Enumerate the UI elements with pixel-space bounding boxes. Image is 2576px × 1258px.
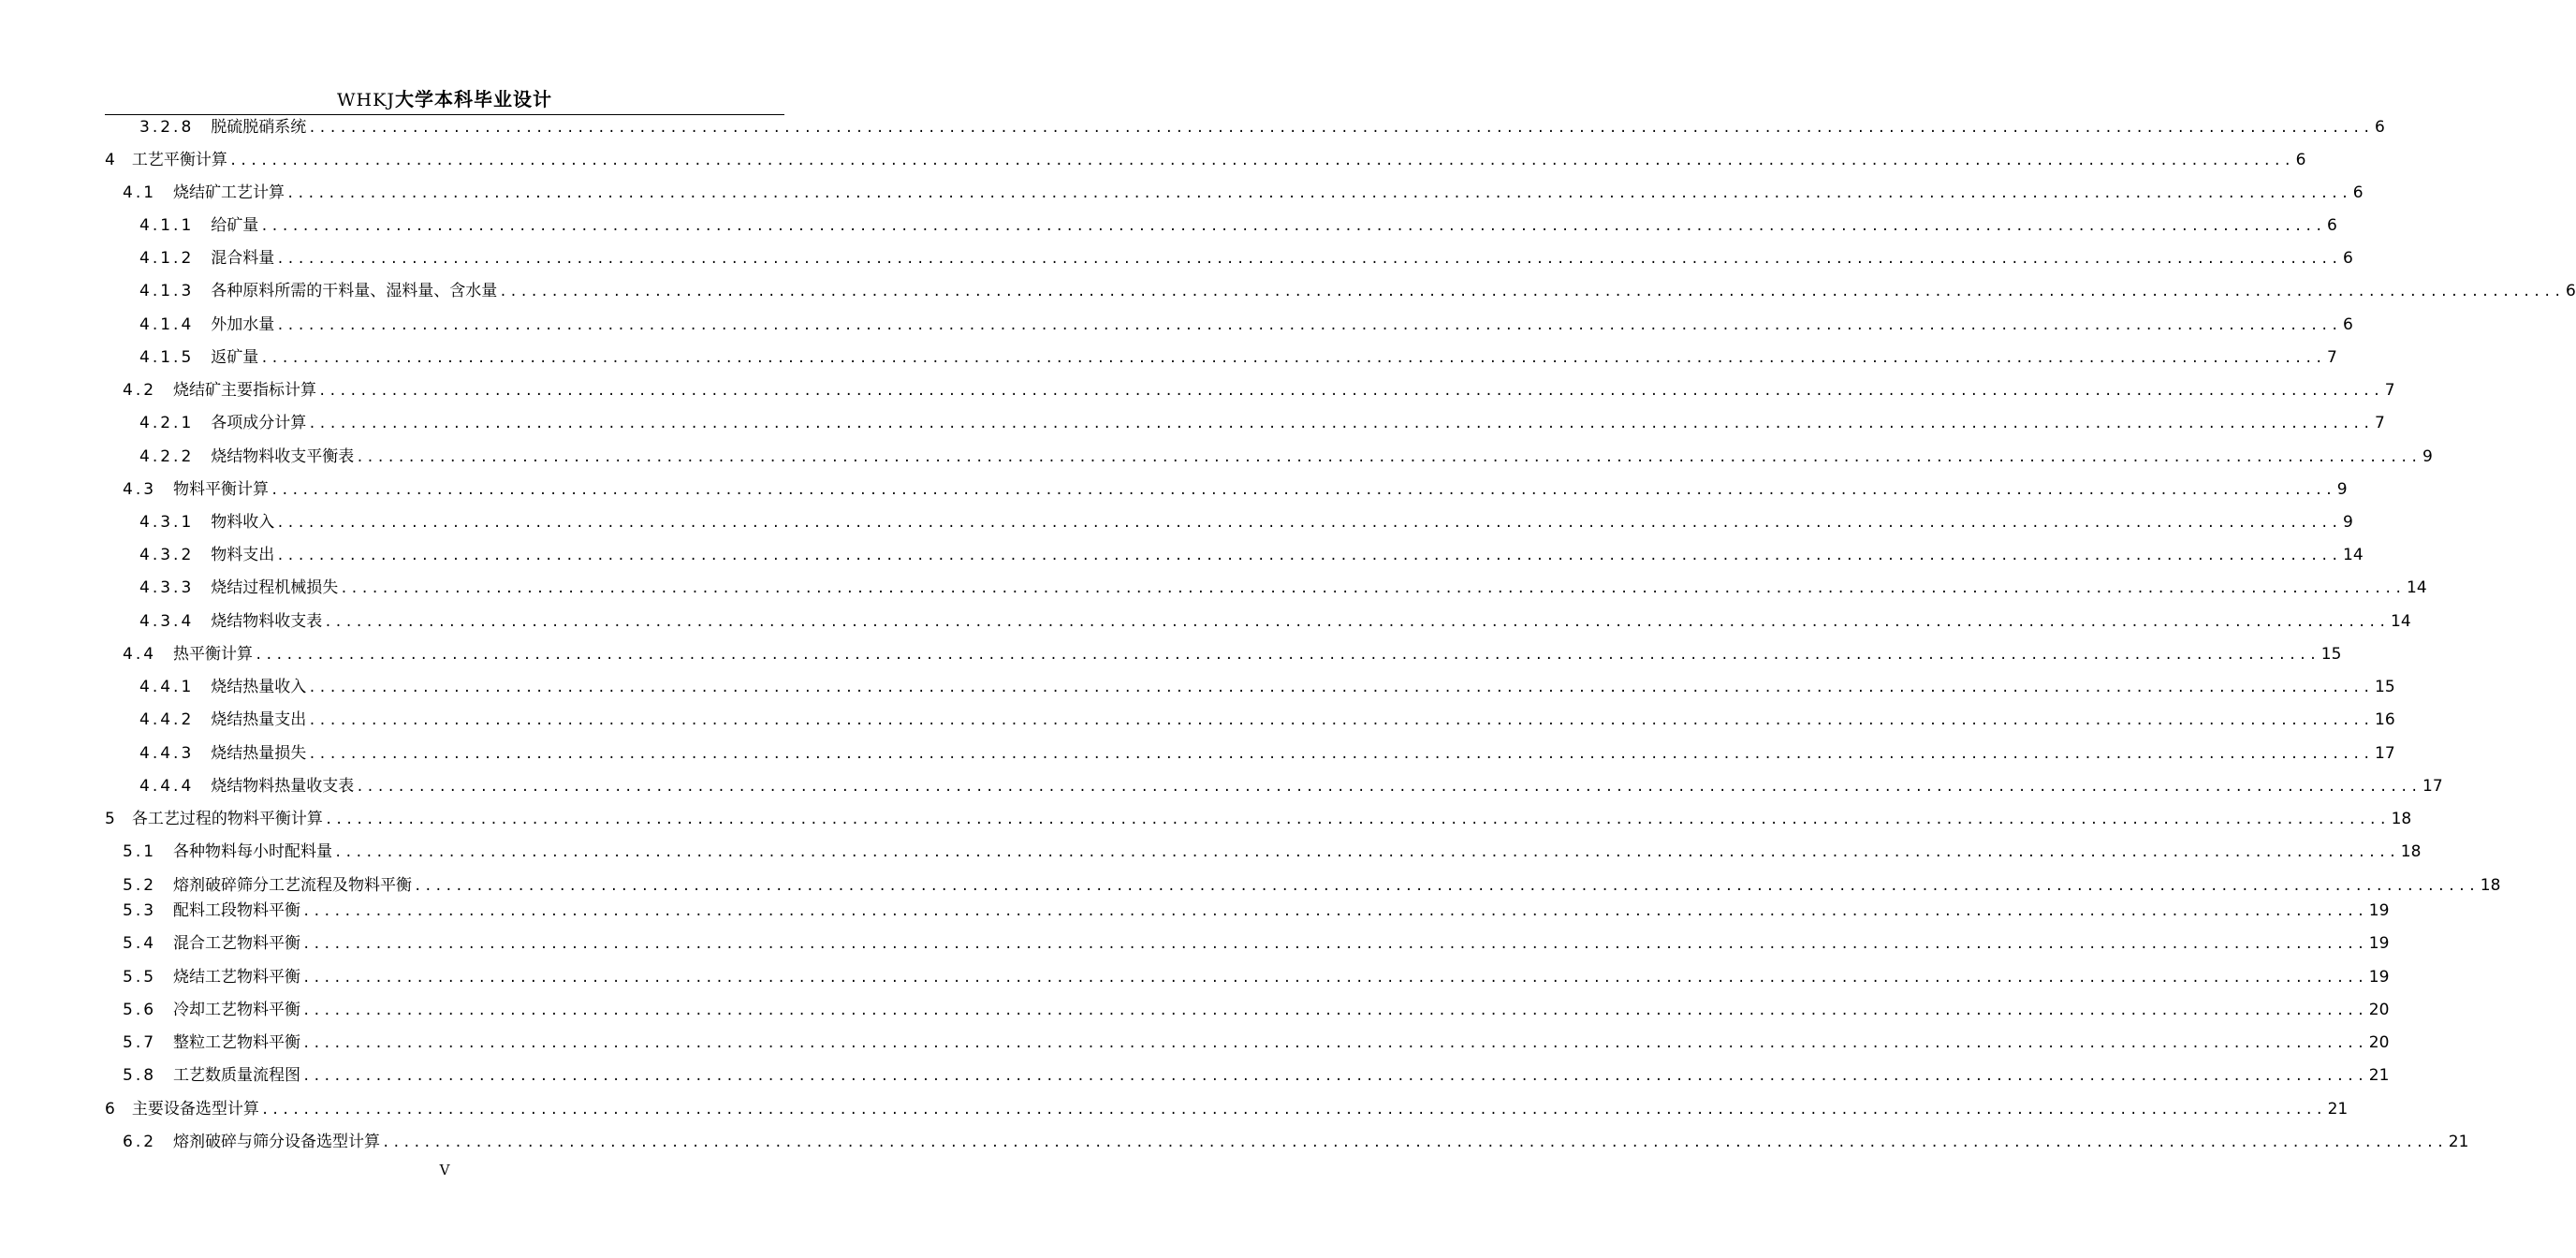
- toc-entry-title: 整粒工艺物料平衡: [173, 1033, 301, 1052]
- toc-entry[interactable]: [139, 214, 2337, 237]
- toc-entry-page: 19: [2368, 934, 2390, 953]
- toc-entry-page: 9: [2422, 447, 2433, 466]
- toc-dot-leader: ........................................................................................................................................................................................................: [334, 845, 2399, 860]
- toc-entry[interactable]: [123, 841, 2422, 863]
- toc-dot-leader: ........................................................................................................................................................................................................: [318, 384, 2383, 399]
- toc-dot-leader: ........................................................................................................................................................................................................: [308, 713, 2374, 728]
- toc-entry[interactable]: [123, 1031, 2390, 1054]
- toc-dot-leader: ........................................................................................................................................................................................................: [308, 417, 2374, 432]
- toc-entry-number: 4.1.4: [139, 315, 195, 334]
- toc-entry-title: 各工艺过程的物料平衡计算: [131, 810, 323, 828]
- toc-entry-title: 各项成分计算: [211, 414, 307, 432]
- toc-entry-number: 6.2: [123, 1133, 157, 1151]
- toc-entry-number: 4.1.5: [139, 348, 195, 367]
- toc-entry-page: 15: [2320, 645, 2342, 664]
- toc-entry-title: 烧结热量收入: [211, 678, 307, 696]
- toc-entry-title: 烧结物料收支表: [211, 612, 323, 631]
- toc-entry-number: 5.8: [123, 1066, 157, 1085]
- toc-entry-title: 各种原料所需的干料量、湿料量、含水量: [211, 282, 498, 300]
- toc-entry[interactable]: [139, 709, 2395, 731]
- toc-entry-title: 烧结物料收支平衡表: [211, 447, 355, 466]
- toc-entry-page: 15: [2375, 678, 2395, 696]
- toc-entry-page: 14: [2343, 546, 2364, 564]
- toc-dot-leader: ........................................................................................................................................................................................................: [356, 450, 2422, 465]
- toc-entry-title: 脱硫脱硝系统: [211, 118, 307, 137]
- toc-entry-title: 物料收入: [211, 513, 275, 532]
- toc-entry-page: 6: [2566, 282, 2576, 300]
- toc-entry[interactable]: [123, 900, 2390, 922]
- toc-entry-page: 16: [2375, 710, 2395, 729]
- toc-entry-page: 6: [2327, 216, 2337, 235]
- toc-entry[interactable]: [139, 577, 2427, 599]
- toc-entry-number: 4.2.2: [139, 447, 195, 466]
- toc-entry-page: 19: [2368, 901, 2390, 920]
- toc-entry[interactable]: [123, 874, 2501, 897]
- toc-entry-page: 20: [2368, 1033, 2390, 1052]
- toc-dot-leader: ........................................................................................................................................................................................................: [324, 615, 2390, 630]
- toc-entry-number: 4.1: [123, 183, 157, 202]
- toc-entry-page: 6: [2343, 249, 2353, 268]
- toc-entry-page: 17: [2422, 777, 2443, 796]
- toc-entry-number: 5.1: [123, 842, 157, 861]
- toc-entry-title: 配料工段物料平衡: [173, 901, 301, 920]
- toc-entry[interactable]: [123, 932, 2390, 955]
- toc-entry[interactable]: [123, 999, 2390, 1021]
- toc-entry[interactable]: [139, 446, 2433, 468]
- toc-entry-number: 5.7: [123, 1033, 157, 1052]
- toc-entry-page: 18: [2480, 876, 2501, 895]
- toc-entry-number: 5.3: [123, 901, 157, 920]
- toc-entry[interactable]: [123, 478, 2348, 501]
- toc-entry[interactable]: [123, 1131, 2469, 1153]
- toc-entry-number: 4.1.3: [139, 282, 195, 300]
- toc-entry-title: 混合工艺物料平衡: [173, 934, 301, 953]
- toc-dot-leader: ........................................................................................................................................................................................................: [276, 252, 2342, 267]
- toc-entry-page: 6: [2375, 118, 2385, 137]
- toc-entry-number: 4: [105, 151, 118, 169]
- toc-entry-number: 5.4: [123, 934, 157, 953]
- toc-entry[interactable]: [123, 643, 2342, 666]
- toc-dot-leader: ........................................................................................................................................................................................................: [499, 285, 2565, 300]
- toc-entry-title: 烧结矿工艺计算: [173, 183, 285, 202]
- toc-dot-leader: ........................................................................................................................................................................................................: [302, 971, 2367, 986]
- toc-entry-title: 烧结过程机械损失: [211, 578, 339, 597]
- toc-dot-leader: ........................................................................................................................................................................................................: [286, 186, 2351, 201]
- toc-entry[interactable]: [139, 511, 2353, 534]
- toc-dot-leader: ........................................................................................................................................................................................................: [302, 1036, 2367, 1051]
- toc-entry-number: 4.2: [123, 381, 157, 400]
- toc-entry[interactable]: [139, 610, 2411, 633]
- toc-entry[interactable]: [139, 346, 2337, 369]
- toc-dot-leader: ........................................................................................................................................................................................................: [356, 780, 2422, 795]
- toc-entry-title: 烧结热量损失: [211, 744, 307, 763]
- toc-entry-number: 5.5: [123, 968, 157, 987]
- toc-entry-title: 烧结矿主要指标计算: [173, 381, 317, 400]
- toc-entry[interactable]: [105, 1098, 2349, 1120]
- toc-entry[interactable]: [139, 742, 2395, 765]
- toc-entry[interactable]: [139, 544, 2364, 566]
- toc-entry-number: 4.3.3: [139, 578, 195, 597]
- toc-entry-page: 18: [2391, 810, 2412, 828]
- toc-entry-page: 14: [2391, 612, 2411, 631]
- toc-entry[interactable]: [139, 412, 2385, 434]
- toc-entry-number: 5.2: [123, 876, 157, 895]
- toc-entry[interactable]: [105, 149, 2306, 171]
- toc-entry-title: 烧结热量支出: [211, 710, 307, 729]
- toc-dot-leader: ........................................................................................................................................................................................................: [324, 812, 2390, 827]
- toc-entry[interactable]: [123, 182, 2364, 204]
- toc-entry-page: 6: [2352, 183, 2364, 202]
- toc-entry-number: 4.3.2: [139, 546, 195, 564]
- toc-entry-title: 混合料量: [211, 249, 275, 268]
- toc-entry-number: 4.3: [123, 480, 157, 499]
- toc-entry-number: 4.4.4: [139, 777, 195, 796]
- toc-entry-page: 21: [2327, 1100, 2349, 1119]
- toc-entry-number: 4.4: [123, 645, 157, 664]
- toc-entry-number: 6: [105, 1100, 118, 1119]
- toc-entry-number: 5: [105, 810, 118, 828]
- toc-dot-leader: ........................................................................................................................................................................................................: [308, 680, 2374, 695]
- toc-entry-title: 熔剂破碎筛分工艺流程及物料平衡: [173, 876, 413, 895]
- toc-dot-leader: ........................................................................................................................................................................................................: [382, 1135, 2447, 1150]
- toc-dot-leader: ........................................................................................................................................................................................................: [260, 219, 2326, 234]
- toc-entry-page: 14: [2407, 578, 2427, 597]
- toc-entry-title: 热平衡计算: [173, 645, 254, 664]
- toc-entry[interactable]: [139, 676, 2395, 698]
- toc-entry-number: 4.4.3: [139, 744, 195, 763]
- toc-entry[interactable]: [123, 379, 2395, 402]
- toc-entry-number: 4.2.1: [139, 414, 195, 432]
- toc-entry-title: 物料支出: [211, 546, 275, 564]
- toc-entry-number: 4.3.4: [139, 612, 195, 631]
- toc-dot-leader: ........................................................................................................................................................................................................: [260, 1103, 2326, 1118]
- toc-entry-title: 烧结工艺物料平衡: [173, 968, 301, 987]
- toc-entry[interactable]: [139, 116, 2385, 139]
- toc-entry-title: 烧结物料热量收支表: [211, 777, 355, 796]
- toc-dot-leader: ........................................................................................................................................................................................................: [302, 904, 2367, 919]
- toc-entry-number: 4.3.1: [139, 513, 195, 532]
- toc-entry-number: 3.2.8: [139, 118, 195, 137]
- toc-entry-page: 21: [2368, 1066, 2390, 1085]
- toc-entry-title: 返矿量: [211, 348, 259, 367]
- toc-entry-page: 7: [2375, 414, 2385, 432]
- toc-entry-number: 4.4.2: [139, 710, 195, 729]
- toc-entry-title: 冷却工艺物料平衡: [173, 1001, 301, 1019]
- page-number: V: [439, 1162, 450, 1178]
- toc-entry-page: 7: [2327, 348, 2337, 367]
- toc-entry-title: 外加水量: [211, 315, 275, 334]
- toc-dot-leader: ........................................................................................................................................................................................................: [276, 549, 2342, 563]
- toc-dot-leader: ........................................................................................................................................................................................................: [271, 483, 2335, 498]
- toc-entry[interactable]: [139, 775, 2443, 797]
- toc-entry[interactable]: [105, 808, 2412, 830]
- toc-entry-title: 主要设备选型计算: [131, 1100, 259, 1119]
- toc-entry-page: 6: [2295, 151, 2306, 169]
- toc-entry-page: 20: [2368, 1001, 2390, 1019]
- toc-entry[interactable]: [123, 966, 2390, 988]
- toc-entry-page: 17: [2375, 744, 2395, 763]
- header-title: 大学本科毕业设计: [394, 88, 552, 110]
- toc-entry-title: 工艺平衡计算: [131, 151, 227, 169]
- toc-entry-number: 4.1.1: [139, 216, 195, 235]
- toc-entry-title: 给矿量: [211, 216, 259, 235]
- toc-dot-leader: ........................................................................................................................................................................................................: [340, 581, 2406, 596]
- toc-dot-leader: ........................................................................................................................................................................................................: [255, 648, 2320, 663]
- toc-entry[interactable]: [139, 280, 2576, 302]
- toc-entry-title: 各种物料每小时配料量: [173, 842, 333, 861]
- toc-dot-leader: ........................................................................................................................................................................................................: [414, 879, 2479, 894]
- toc-dot-leader: ........................................................................................................................................................................................................: [276, 516, 2342, 531]
- toc-dot-leader: ........................................................................................................................................................................................................: [302, 1069, 2367, 1084]
- header-latin: WHKJ: [337, 90, 395, 110]
- toc-dot-leader: ........................................................................................................................................................................................................: [260, 351, 2326, 366]
- toc-dot-leader: ........................................................................................................................................................................................................: [308, 747, 2374, 762]
- toc-entry-title: 熔剂破碎与筛分设备选型计算: [173, 1133, 381, 1151]
- toc-entry-page: 18: [2400, 842, 2422, 861]
- toc-entry[interactable]: [123, 1064, 2390, 1087]
- toc-entry-page: 19: [2368, 968, 2390, 987]
- toc-entry-page: 9: [2336, 480, 2348, 499]
- toc-entry-page: 21: [2448, 1133, 2469, 1151]
- toc-entry-page: 7: [2384, 381, 2395, 400]
- toc-entry-number: 4.4.1: [139, 678, 195, 696]
- toc-entry-number: 4.1.2: [139, 249, 195, 268]
- toc-entry-title: 工艺数质量流程图: [173, 1066, 301, 1085]
- toc-entry-page: 9: [2343, 513, 2353, 532]
- toc-entry[interactable]: [139, 314, 2353, 336]
- toc-dot-leader: ........................................................................................................................................................................................................: [302, 1003, 2367, 1018]
- toc-entry[interactable]: [139, 247, 2353, 270]
- toc-dot-leader: ........................................................................................................................................................................................................: [228, 154, 2294, 168]
- toc-dot-leader: ........................................................................................................................................................................................................: [308, 121, 2374, 136]
- toc-dot-leader: ........................................................................................................................................................................................................: [276, 318, 2342, 333]
- toc-entry-title: 物料平衡计算: [173, 480, 270, 499]
- toc-entry-number: 5.6: [123, 1001, 157, 1019]
- toc-dot-leader: ........................................................................................................................................................................................................: [302, 937, 2367, 952]
- toc-entry-page: 6: [2343, 315, 2353, 334]
